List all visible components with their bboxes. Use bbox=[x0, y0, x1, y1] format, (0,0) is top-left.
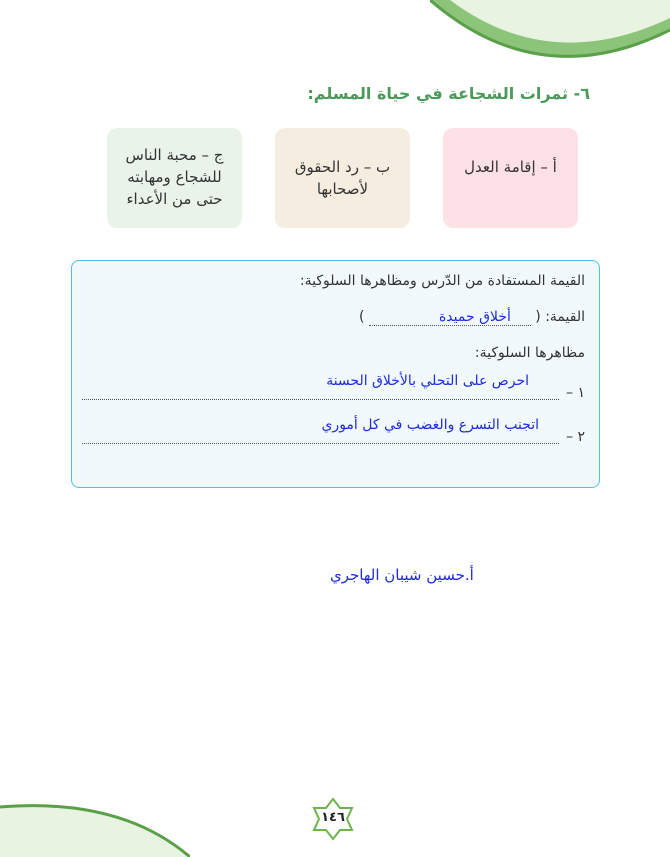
lesson-value-box bbox=[71, 260, 600, 488]
card-love bbox=[107, 128, 242, 228]
author-signature: أ.حسين شيبان الهاجري bbox=[330, 566, 474, 584]
card-justice bbox=[443, 128, 578, 228]
section-heading: ٦- ثمرات الشجاعة في حياة المسلم: bbox=[307, 84, 590, 103]
answer-2: اتجنب التسرع والغضب في كل أموري bbox=[321, 417, 539, 433]
answer-1: احرص على التحلي بالأخلاق الحسنة bbox=[326, 373, 529, 389]
value-close: ) bbox=[359, 309, 365, 325]
corner-decoration-bottom bbox=[0, 777, 190, 857]
item-number: ٢ – bbox=[566, 429, 585, 445]
corner-decoration-top bbox=[430, 0, 670, 75]
answer-line-1[interactable] bbox=[82, 367, 559, 400]
card-label: أ – إقامة العدل bbox=[464, 158, 557, 176]
value-label: القيمة: ( bbox=[535, 309, 585, 325]
item-number: ١ – bbox=[566, 385, 585, 401]
answer-line-2[interactable] bbox=[82, 411, 559, 444]
card-label: ج – محبة الناس للشجاع ومهابته حتى من الأعداء bbox=[125, 146, 224, 208]
value-answer: أخلاق حميدة bbox=[438, 309, 511, 325]
page-number: ١٤٦ bbox=[321, 810, 345, 825]
card-label: ب – رد الحقوق لأصحابها bbox=[294, 158, 391, 198]
card-rights bbox=[275, 128, 410, 228]
value-answer-field[interactable] bbox=[369, 309, 531, 326]
box-title: القيمة المستفادة من الدّرس ومظاهرها السلوكية: bbox=[299, 273, 585, 289]
value-row bbox=[359, 309, 585, 325]
manifestations-label: مظاهرها السلوكية: bbox=[474, 345, 585, 361]
